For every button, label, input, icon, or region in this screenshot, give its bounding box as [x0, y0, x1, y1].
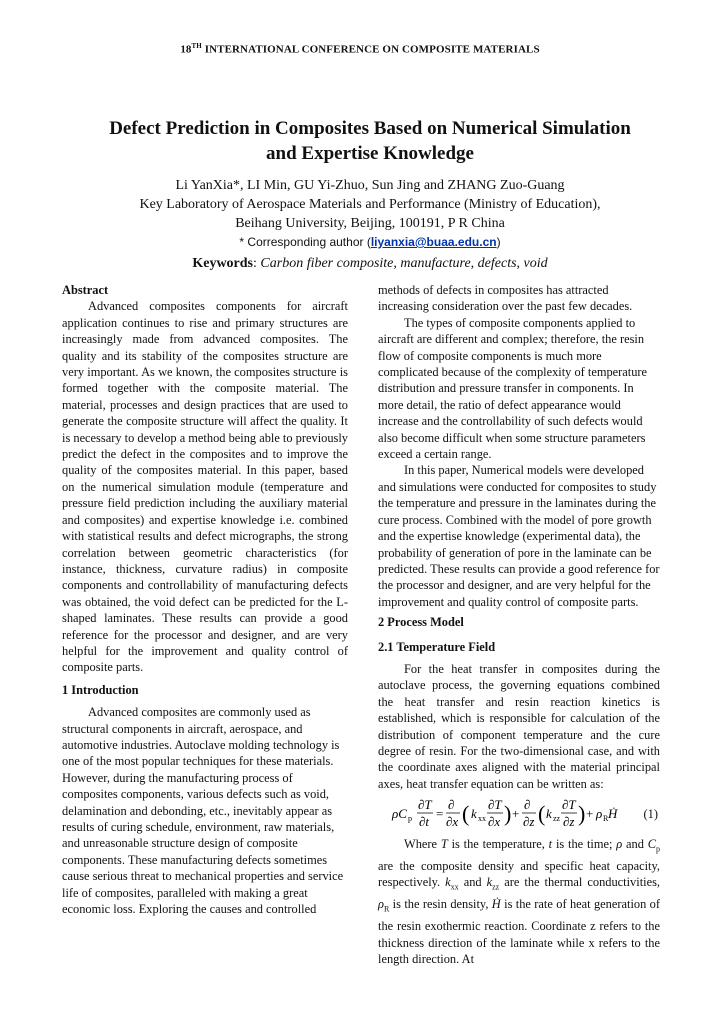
svg-text:R: R [603, 814, 609, 824]
intro-paragraph-2: The types of composite components applied to aircraft are different and complex; therefore, the resin flow of composite components is much more complicated because of the complexity of temperature distribution and pressure transfer in components. In more detail, the ratio of defect appearance would increase and the controllability of such defects would also become difficult when some structure parameters exceed a certain range. [378, 315, 648, 462]
right-column [378, 282, 660, 967]
svg-text:∂T: ∂T [562, 797, 576, 813]
intro-paragraph-3: In this paper, Numerical models were developed and simulations were conducted for composites to study the temperature and pressure in the laminates during the cure process. Combined with the model of pore growth and the expertise knowledge (experimental data), the probability of generation of pore in the laminate can be predicted. These results can provide a good reference for the processor and designer, and are very helpful for the improvement and quality control of composite parts. [378, 463, 660, 609]
svg-text:∂z: ∂z [563, 814, 575, 830]
svg-text:∂: ∂ [448, 797, 455, 813]
affiliation-address: Beihang University, Beijing, 100191, P R China [235, 216, 505, 231]
intro-paragraph-1-continued: methods of defects in composites has attracted increasing consideration over the past few decades. [378, 283, 633, 314]
svg-text:∂t: ∂t [419, 814, 430, 830]
svg-text:∂x: ∂x [488, 814, 501, 830]
affiliation: Key Laboratory of Aerospace Materials and Performance (Ministry of Education), [139, 197, 601, 212]
svg-text:∂: ∂ [524, 797, 531, 813]
intro-paragraph-1: Advanced composites are commonly used as structural components in aircraft, aerospace, and automotive industries. Autoclave molding technology is one of the most popular techniques for these materials. However, during the manufacturing process of composites components, various defects such as void, delamination and debonding, etc., inevitably appear as results of curing schedule, environment, raw materials, and unreasonable structure design of composite components. These manufacturing defects sometimes cause serious threat to mechanical properties and service life of composites, paralleled with making a great economic loss. Exploring the causes and controlled [62, 705, 344, 917]
corresponding-author: * Corresponding author (liyanxia@buaa.edu.cn) [239, 235, 501, 249]
svg-text:p: p [408, 814, 412, 824]
equation-1 [378, 794, 660, 834]
svg-text:+: + [512, 806, 520, 822]
section-2-1-heading: 2.1 Temperature Field [378, 639, 496, 654]
svg-text:ρ: ρ [596, 806, 603, 822]
svg-text:∂x: ∂x [446, 814, 459, 830]
running-header: 18TH INTERNATIONAL CONFERENCE ON COMPOSITE MATERIALS [180, 42, 540, 56]
section-2-1-paragraph: For the heat transfer in composites during the autoclave process, the governing equations combined the heat transfer and resin reaction kinetics is established, which is responsible for calculation of the distribution of component temperature and the cure degree of resin. For the two-dimensional case, and with the coordinate axes aligned with the material principal axes, heat transfer equation can be written as: [378, 661, 660, 791]
equation-number: (1) [643, 806, 658, 821]
svg-text:ρC: ρC [392, 806, 407, 822]
svg-text:k: k [471, 806, 477, 822]
author-names: Li YanXia*, LI Min, GU Yi-Zhuo, Sun Jing and ZHANG Zuo-Guang [175, 178, 565, 193]
keywords: Keywords: Carbon fiber composite, manufacture, defects, void [192, 256, 548, 271]
svg-text:∂T: ∂T [488, 797, 502, 813]
svg-text:k: k [546, 806, 552, 822]
svg-text:∂T: ∂T [418, 797, 432, 813]
heat-equation [378, 794, 618, 834]
paper-title: Defect Prediction in Composites Based on Numerical Simulation and Expertise Knowledge [109, 118, 631, 164]
svg-text:): ) [578, 801, 586, 827]
svg-text:Ḣ: Ḣ [608, 806, 618, 822]
svg-text:(: ( [538, 801, 546, 827]
intro-heading: 1 Introduction [62, 682, 139, 697]
svg-text:(: ( [462, 801, 470, 827]
abstract-text: Advanced composites components for aircraft application continues to rise and primary structures are increasingly made from advanced composites. The quality and its stability of the composites structure are very important. As we known, the composites structure is formed together with the composite material. The material, processes and design practices that are used to generate the composite structure will affect the quality. It is necessary to develop a method being able to previously predict the defect in the composites and to improve the quality of the composites material. In this paper, based on the numerical simulation module (temperature and pressure field prediction including the auxiliary material and composites) and expertise knowledge i.e. combined with statistical results and defect micrographs, the strong correlation between geometric characteristics (for instance, thickness, curvature radius) in composite components and controllability of manufacturing defects was obtained, the void defect can be predicted for the L-shaped laminates. These results can provide a good reference for the processor and designer, and are very helpful for the improvement and quality control of composite parts. [62, 299, 348, 675]
svg-text:): ) [504, 801, 512, 827]
svg-text:=: = [436, 806, 444, 822]
email-link[interactable]: liyanxia@buaa.edu.cn [370, 235, 497, 249]
author-block [60, 176, 680, 252]
svg-text:∂z: ∂z [523, 814, 535, 830]
svg-text:+: + [586, 806, 594, 822]
svg-text:xx: xx [478, 814, 486, 824]
section-2-heading: 2 Process Model [378, 615, 464, 630]
equation-explanation: Where T is the temperature, t is the time; ρ and $C_p$ are the composite density and specific heat capacity, respectively. $k_{xx}$ and $k_{zz}$ are the thermal conductivities, $\rho_R$ is the resin density, Ḣ is the rate of heat generation of the resin exothermic reaction. Coordinate z refers to the thickness direction of the laminate while x refers to the length direction. At [378, 837, 661, 967]
left-column [62, 282, 348, 917]
abstract-heading: Abstract [62, 283, 109, 297]
svg-text:zz: zz [553, 814, 561, 824]
